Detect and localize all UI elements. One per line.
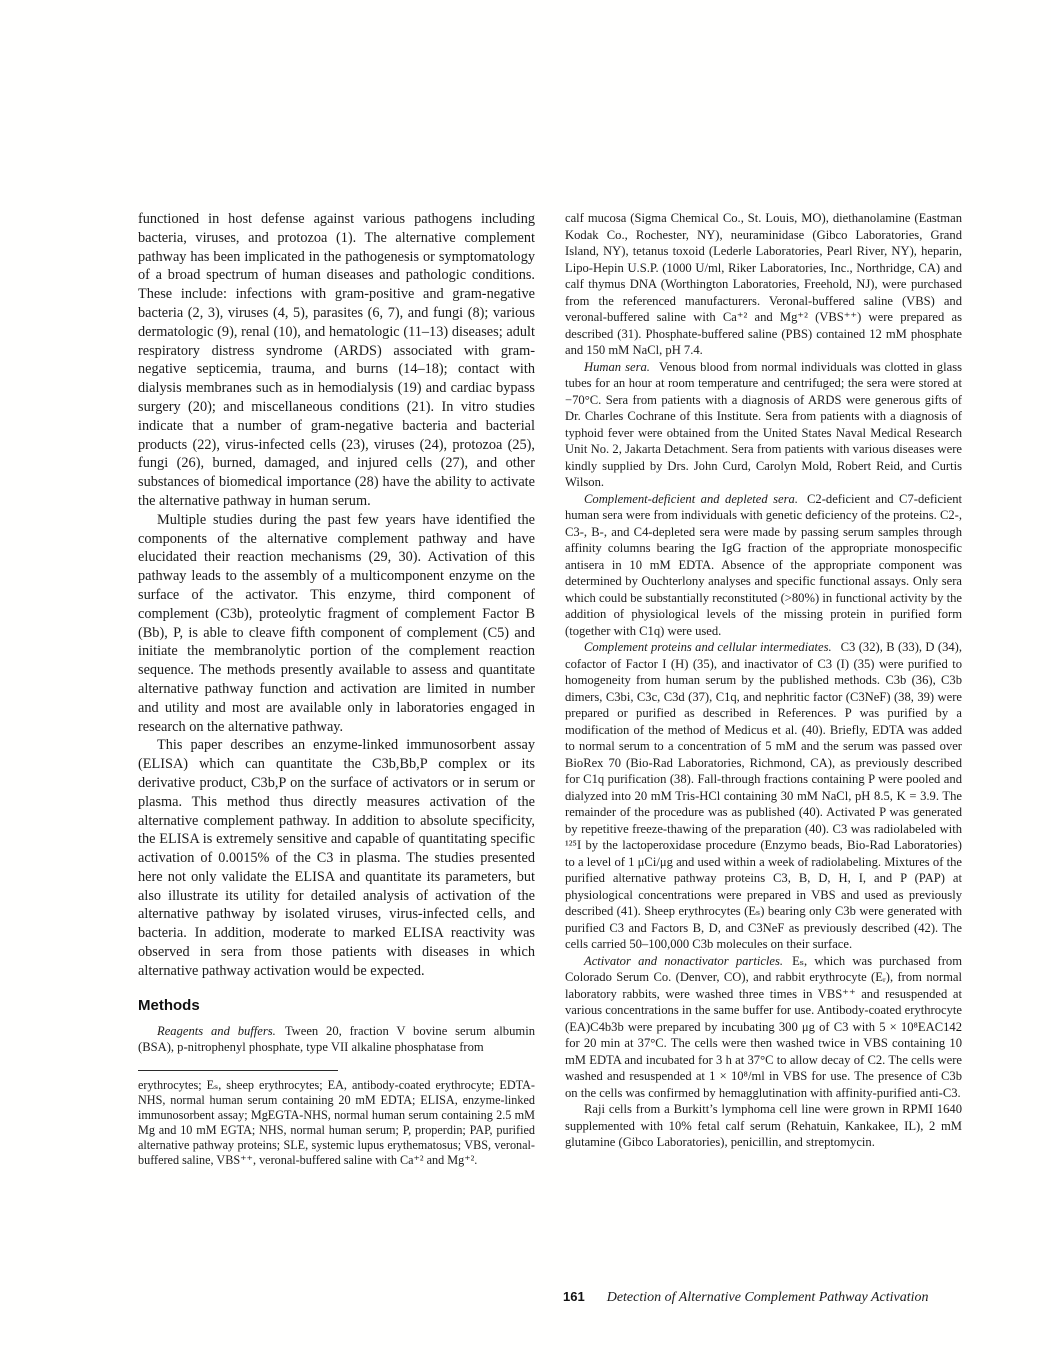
paragraph xyxy=(565,639,962,953)
paragraph xyxy=(565,491,962,640)
paragraph-lead: Human sera. xyxy=(584,359,650,374)
running-title: Detection of Alternative Complement Pathway Activation xyxy=(606,1290,929,1305)
footnote xyxy=(138,1070,535,1169)
paragraph-text: Eₛ, which was purchased from Colorado Serum Co. (Denver, CO), and rabbit erythrocyte (Eᵣ), from normal laboratory rabbits, were washed three times in VBS⁺⁺ and resuspended at various concentrations in the same buffer for use. Antibody-coated erythrocyte (EA)C4b3b were prepared by incubating 300 μg of C3 with 5 × 10⁸EAC142 for 20 min at 37°C. The cells were then washed twice in VBS containing 10 mM EDTA and incubated for 3 h at 37°C to allow decay of C2. The cells were washed and resuspended at 1 × 10⁸/ml in VBS for use. The presence of C3b on the cells was confirmed by hemagglutination with affinity-purified anti-C3. xyxy=(565,953,962,1100)
paragraph-lead: Reagents and buffers. xyxy=(157,1023,276,1038)
paragraph-lead: Activator and nonactivator particles. xyxy=(584,953,784,968)
paragraph: functioned in host defense against various pathogens including bacteria, viruses, and protozoa (1). The alternative complement pathway has been implicated in the pathogenesis or symptomatology of a broad spectrum of human diseases and pathologic conditions. These include: infections with gram-positive and gram-negative bacteria (2, 3), viruses (4, 5), parasites (6, 7), and fungi (8); various dermatologic (9), renal (10), and hematologic (11–13) diseases; adult respiratory distress syndrome (ARDS) associated with gram-negative septicemia, trauma, and burns (14–18); contact with dialysis membranes such as in hemodialysis (19) and cardiac bypass surgery (20); and miscellaneous conditions (21). In vitro studies indicate that a number of gram-negative bacteria and bacterial products (22), virus-infected cells (23), viruses (24), protozoa (25), fungi (26), burned, damaged, and injured cells (27), and other substances of biomedical importance (28) have the ability to activate the alternative pathway in human serum. xyxy=(138,211,535,509)
paragraph: Raji cells from a Burkitt’s lymphoma cell line were grown in RPMI 1640 supplemented with 10% fetal calf serum (Rehatuin, Kankakee, IL), 2 mM glutamine (Gibco Laboratories), penicillin, and streptomycin. xyxy=(565,1102,962,1149)
paragraph-lead: Complement proteins and cellular intermediates. xyxy=(584,640,832,654)
paragraph-text: Venous blood from normal individuals was clotted in glass tubes for an hour at room temperature and centrifuged; the sera were stored at −70°C. Sera from patients with a diagnosis of ARDS were generous gifts of Dr. Charles Cochrane of this Institute. Sera from patients with a diagnosis of typhoid fever were obtained from the United States Naval Medical Research Unit No. 2, Jakarta Detachment. Sera from patients with various diseases were kindly supplied by Drs. John Curd, Carolyn Mold, Robert Reid, and Curtis Wilson. xyxy=(565,359,962,489)
section-heading-methods: Methods xyxy=(138,996,200,1014)
paragraph-text: Tween 20, fraction V bovine serum albumin (BSA), p-nitrophenyl phosphate, type VII alkaline phosphatase from xyxy=(138,1023,535,1055)
paragraph-text: C2-deficient and C7-deficient human sera were from individuals with genetic deficiency of the proteins. C2-, C3-, B-, and C4-depleted sera were made by passing serum samples through affinity columns bearing the IgG fraction of the appropriate monospecific antisera in 10 mM EDTA. Absence of the appropriate component was determined by Ouchterlony analyses and specific functional assays. Only sera which could be substantially reconstituted (>80%) in functional activity by the addition of physiological levels of the missing protein in purified form (together with C1q) were used. xyxy=(565,491,962,638)
footnote-divider xyxy=(138,1070,338,1071)
paragraph xyxy=(565,359,962,491)
left-column xyxy=(138,210,535,1285)
paragraph xyxy=(138,1023,535,1056)
paragraph-lead: Complement-deficient and depleted sera. xyxy=(584,491,798,506)
paragraph xyxy=(565,953,962,1102)
paragraph-text: C3 (32), B (33), D (34), cofactor of Factor I (H) (35), and inactivator of C3 (I) (35) were purified to homogeneity from human serum by the published methods. C3b (36), C3b dimers, C3bi, C3c, C3d (37), C1q, and nephritic factor (C3NeF) (38, 39) were prepared or purified as described in References. P was purified by a modification of the method of Medicus et al. (40). Briefly, EDTA was added to normal serum to a concentration of 5 mM and the serum was passed over BioRex 70 (Bio-Rad Laboratories, Richmond, CA), as previously described for C1q purification (38). Fall-through fractions containing P were pooled and dialyzed into 20 mM Tris-HCl containing 30 mM NaCl, pH 8.5, K = 3.9. The remainder of the procedure was as published (40). Activated P was generated by repetitive freeze-thawing of the preparation (40). C3 was radiolabeled with ¹²⁵I by the lactoperoxidase procedure (Enzymo beads, Bio-Rad Laboratories) to a level of 1 μCi/μg and used within a week of radiolabeling. Mixtures of the purified alternative pathway proteins C3, B, D, H, I, and P (PAP) at physiological concentrations were prepared in VBS and used as previously described (41). Sheep erythrocytes (Eₛ) bearing only C3b were generated with purified C3 and Factors B, D, and C3NeF as previously described (42). The cells carried 50–100,000 C3b molecules on their surface. xyxy=(565,640,962,951)
paragraph: calf mucosa (Sigma Chemical Co., St. Louis, MO), diethanolamine (Eastman Kodak Co., Rochester, NY), neuraminidase (Gibco Laboratories, Grand Island, NY), tetanus toxoid (Lederle Laboratories, Pearl River, NY), heparin, Lipo-Hepin U.S.P. (1000 U/ml, Riker Laboratories, Inc., Northridge, CA) and calf thymus DNA (Worthington Laboratories, Freehold, NJ), were purchased from the referenced manufacturers. Veronal-buffered saline (VBS) and veronal-buffered saline with Ca⁺² and Mg⁺² (VBS⁺⁺) were prepared as described (31). Phosphate-buffered saline (PBS) contained 12 mM phosphate and 150 mM NaCl, pH 7.4. xyxy=(565,211,962,357)
page-footer xyxy=(563,1288,929,1306)
footnote-text: erythrocytes; Eₛ, sheep erythrocytes; EA, antibody-coated erythrocyte; EDTA-NHS, normal human serum containing 20 mM EDTA; ELISA, enzyme-linked immunosorbent assay; MgEGTA-NHS, normal human serum containing 2.5 mM Mg and 10 mM EGTA; NHS, normal human serum; P, properdin; PAP, purified alternative pathway proteins; SLE, systemic lupus erythematosus; VBS, veronal-buffered saline, VBS⁺⁺, veronal-buffered saline with Ca⁺² and Mg⁺². xyxy=(138,1077,535,1168)
page-number: 161 xyxy=(563,1289,585,1304)
right-column xyxy=(565,210,962,1285)
paragraph: This paper describes an enzyme-linked immunosorbent assay (ELISA) which can quantitate the C3b,Bb,P complex or its derivative product, C3b,P on the surface of activators or in serum or plasma. This method thus directly measures activation of the alternative complement pathway. In addition to absolute specificity, the ELISA is extremely sensitive and capable of quantitating specific activation of 0.0015% of the C3 in plasma. The studies presented here not only validate the ELISA and quantitate its parameters, but also illustrate its utility for detailed analysis of activation of the alternative pathway by isolated viruses, virus-infected cells, and bacteria. In addition, moderate to marked ELISA reactivity was observed in sera from those patients with diseases in which alternative pathway activation would be expected. xyxy=(138,737,535,979)
paragraph: Multiple studies during the past few years have identified the components of the alternative complement pathway and have elucidated their reaction mechanisms (29, 30). Activation of this pathway leads to the assembly of a multicomponent enzyme on the surface of the activator. This enzyme, third component of complement (C3b), proteolytic fragment of complement Factor B (Bb), P, is able to cleave fifth component of complement (C5) and initiate the membranolytic portion of the complement reaction sequence. The methods presently available to assess and quantitate alternative pathway function and activation are limited in number and utility and most are available only in laboratories engaged in research on the alternative pathway. xyxy=(138,511,535,735)
